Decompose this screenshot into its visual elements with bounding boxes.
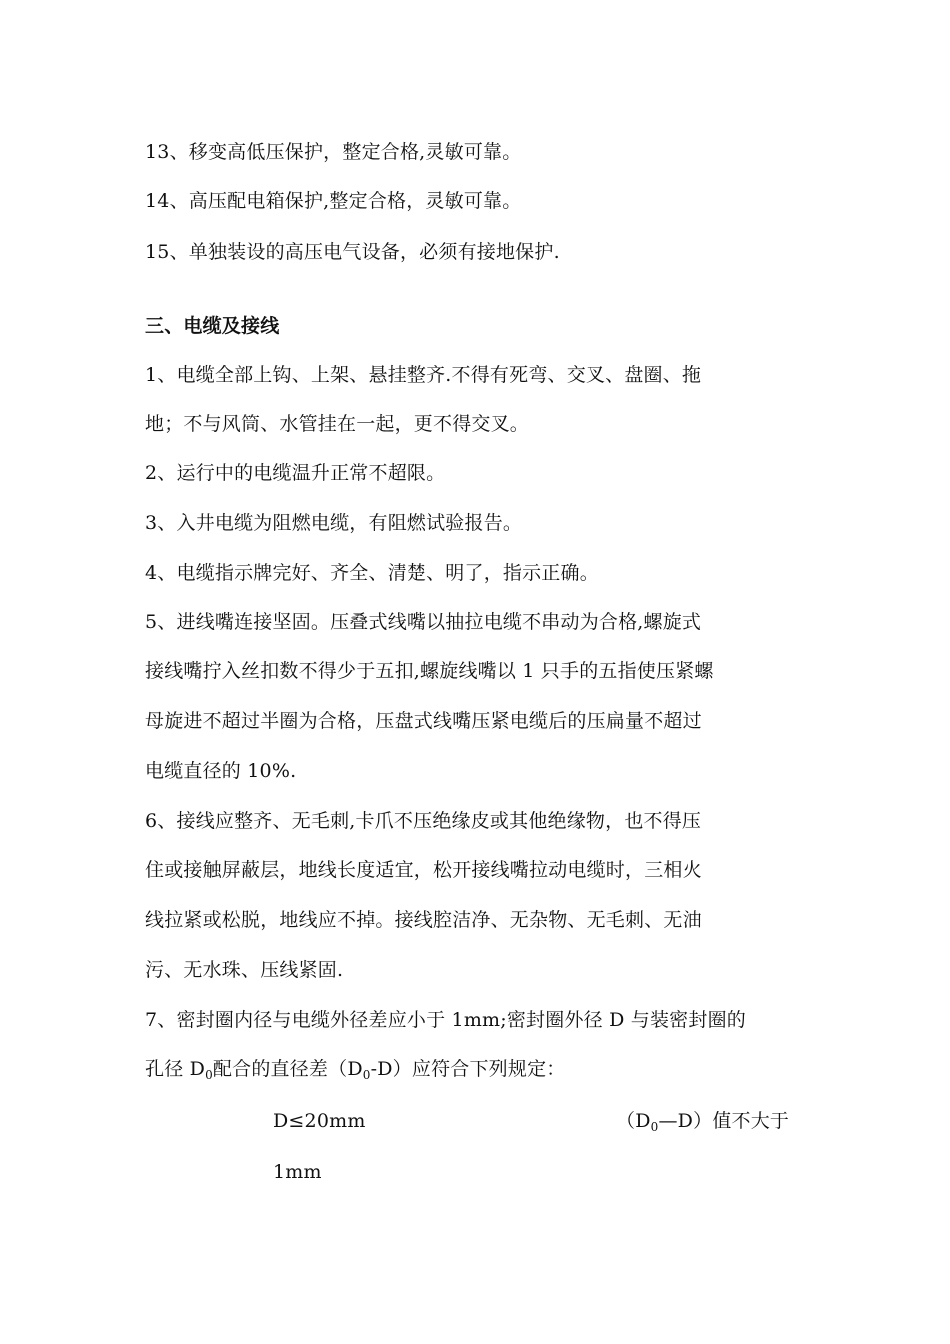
rule-condition: D≤20mm bbox=[273, 1110, 366, 1132]
paragraph-line: 5、进线嘴连接坚固。压叠式线嘴以抽拉电缆不串动为合格,螺旋式 bbox=[145, 611, 702, 633]
paragraph-line: 6、接线应整齐、无毛刺,卡爪不压绝缘皮或其他绝缘物，也不得压 bbox=[145, 810, 702, 832]
paragraph-line: 2、运行中的电缆温升正常不超限。 bbox=[145, 462, 446, 484]
paragraph-line: 3、入井电缆为阻燃电缆，有阻燃试验报告。 bbox=[145, 512, 523, 534]
list-item-15: 15、单独装设的高压电气设备，必须有接地保护. bbox=[145, 241, 560, 263]
text-span: -D）应符合下列规定： bbox=[370, 1058, 566, 1080]
section-heading: 三、电缆及接线 bbox=[145, 315, 280, 337]
list-item-13: 13、移变高低压保护，整定合格,灵敏可靠。 bbox=[145, 141, 522, 163]
subscript: 0 bbox=[650, 1120, 659, 1134]
paragraph-line: 线拉紧或松脱，地线应不掉。接线腔洁净、无杂物、无毛刺、无油 bbox=[145, 909, 702, 931]
paragraph-line: 电缆直径的 10%. bbox=[145, 760, 297, 782]
text-span: —D）值不大于 bbox=[658, 1110, 790, 1132]
paragraph-line-d0 bbox=[145, 1056, 565, 1084]
subscript: 0 bbox=[362, 1068, 371, 1082]
paragraph-line: 1、电缆全部上钩、上架、悬挂整齐.不得有死弯、交叉、盘圈、拖 bbox=[145, 364, 702, 386]
rule-value: 1mm bbox=[273, 1161, 322, 1183]
paragraph-line: 4、电缆指示牌完好、齐全、清楚、明了，指示正确。 bbox=[145, 562, 599, 584]
paragraph-line: 住或接触屏蔽层，地线长度适宜，松开接线嘴拉动电缆时，三相火 bbox=[145, 859, 702, 881]
paragraph-line: 7、密封圈内径与电缆外径差应小于 1mm;密封圈外径 D 与装密封圈的 bbox=[145, 1009, 746, 1031]
rule-limit bbox=[616, 1108, 789, 1136]
paragraph-line: 接线嘴拧入丝扣数不得少于五扣,螺旋线嘴以 1 只手的五指使压紧螺 bbox=[145, 660, 714, 682]
text-span: 孔径 D bbox=[145, 1058, 206, 1080]
paragraph-line: 母旋进不超过半圈为合格，压盘式线嘴压紧电缆后的压扁量不超过 bbox=[145, 710, 702, 732]
subscript: 0 bbox=[205, 1068, 213, 1082]
text-span: （D bbox=[616, 1110, 651, 1132]
paragraph-line: 污、无水珠、压线紧固. bbox=[145, 959, 344, 981]
text-span: 配合的直径差（D bbox=[212, 1058, 363, 1080]
list-item-14: 14、高压配电箱保护,整定合格，灵敏可靠。 bbox=[145, 190, 522, 212]
paragraph-line: 地；不与风筒、水管挂在一起，更不得交叉。 bbox=[145, 413, 530, 435]
